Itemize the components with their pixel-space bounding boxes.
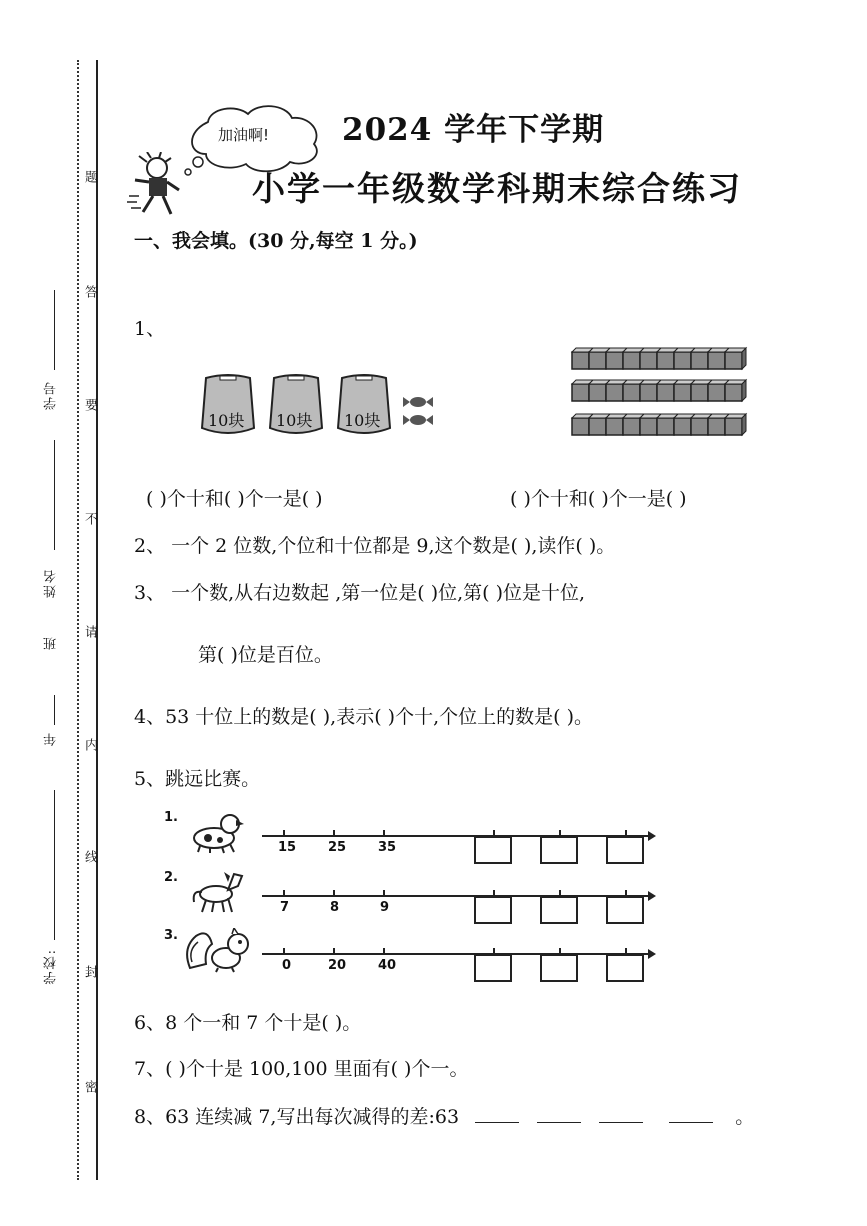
dog-icon <box>184 810 248 854</box>
unit-cube <box>640 384 657 401</box>
school-field[interactable] <box>40 790 60 1000</box>
number-line <box>260 944 656 964</box>
row-label: 3. <box>164 928 178 943</box>
margin-student-info <box>40 290 70 1010</box>
seal-char: 答 <box>82 285 97 300</box>
answer-blank[interactable] <box>599 1121 643 1123</box>
margin-dotted-line <box>77 60 79 1180</box>
class-label: 班 <box>44 635 59 650</box>
question-6[interactable]: 6、8 个一和 7 个十是( )。 <box>134 1012 362 1034</box>
question-7[interactable]: 7、( )个十是 100,100 里面有( )个一。 <box>134 1058 469 1080</box>
unit-cube <box>572 384 589 401</box>
unit-cube <box>657 352 674 369</box>
unit-cube <box>640 352 657 369</box>
unit-cube <box>572 352 589 369</box>
seal-char: 线 <box>82 850 97 865</box>
question-1-number: 1、 <box>134 318 166 340</box>
candy-bags-group <box>200 372 440 442</box>
answer-box[interactable] <box>540 836 578 864</box>
answer-blank[interactable] <box>537 1121 581 1123</box>
seal-char: 内 <box>82 738 97 753</box>
unit-cube <box>657 384 674 401</box>
squirrel-icon <box>182 928 254 974</box>
row-label: 2. <box>164 870 178 885</box>
answer-blank[interactable] <box>669 1121 713 1123</box>
seal-char: 不 <box>82 512 97 527</box>
question-2[interactable]: 2、 一个 2 位数,个位和十位都是 9,这个数是( ),读作( )。 <box>134 535 616 557</box>
student-id-label: 学号 <box>44 380 59 410</box>
unit-cube <box>640 418 657 435</box>
seal-char: 密 <box>82 1080 97 1095</box>
unit-cube <box>623 384 640 401</box>
candy-bag-icon <box>336 372 392 438</box>
ten-rods-icon <box>570 346 752 440</box>
answer-box[interactable] <box>474 896 512 924</box>
jump-row <box>160 806 660 856</box>
cartoon-kid-icon <box>125 152 185 218</box>
name-field[interactable] <box>40 440 60 600</box>
unit-cube <box>606 384 623 401</box>
bag-label: 10块 <box>276 411 313 430</box>
horse-icon <box>188 866 248 914</box>
section-heading: 一、我会填。(30 分,每空 1 分。) <box>134 230 418 252</box>
title-line-2: 小学一年级数学科期末综合练习 <box>252 169 742 208</box>
unit-cube <box>708 352 725 369</box>
unit-cube <box>725 418 742 435</box>
unit-cube <box>691 352 708 369</box>
tick-label: 9 <box>380 900 390 915</box>
ten-rods-group <box>570 346 752 440</box>
question-8[interactable] <box>134 1102 754 1129</box>
loose-candies-icon <box>400 394 436 428</box>
answer-box[interactable] <box>606 954 644 982</box>
unit-cube <box>674 384 691 401</box>
unit-cube <box>623 418 640 435</box>
answer-box[interactable] <box>606 896 644 924</box>
answer-blank[interactable] <box>475 1121 519 1123</box>
bag-label: 10块 <box>344 411 381 430</box>
jump-row <box>160 866 660 916</box>
question-1-left-blank[interactable]: ( )个十和( )个一是( ) <box>146 488 323 510</box>
student-id-field[interactable] <box>40 290 60 430</box>
unit-cube <box>691 384 708 401</box>
school-label: 学校: <box>44 948 59 985</box>
question-8-text: 8、63 连续减 7,写出每次减得的差:63 <box>134 1106 460 1128</box>
name-label: 姓名 <box>44 568 59 598</box>
grade-field[interactable] <box>40 695 60 795</box>
unit-cube <box>589 352 606 369</box>
answer-box[interactable] <box>474 836 512 864</box>
unit-cube <box>674 352 691 369</box>
question-1-right-blank[interactable]: ( )个十和( )个一是( ) <box>510 488 687 510</box>
unit-cube <box>708 418 725 435</box>
seal-char: 封 <box>82 965 97 980</box>
rod-side <box>742 414 746 435</box>
unit-cube <box>708 384 725 401</box>
margin-seal-text <box>80 170 96 1130</box>
title-line-1: 2024 学年下学期 <box>342 112 605 148</box>
number-line <box>260 826 656 846</box>
seal-char: 要 <box>82 398 97 413</box>
question-8-end: 。 <box>735 1106 755 1128</box>
unit-cube <box>623 352 640 369</box>
jump-row <box>160 926 660 982</box>
seal-char: 题 <box>82 170 97 185</box>
unit-cube <box>606 418 623 435</box>
candy-bag-icon <box>268 372 324 438</box>
rod-side <box>742 380 746 401</box>
tick-label: 40 <box>378 958 397 973</box>
tick-label: 35 <box>378 840 397 855</box>
tick-label: 8 <box>330 900 340 915</box>
candy-bag-icon <box>200 372 256 438</box>
bag-label: 10块 <box>208 411 245 430</box>
unit-cube <box>572 418 589 435</box>
unit-cube <box>725 352 742 369</box>
question-3-line-2[interactable]: 第( )位是百位。 <box>198 644 333 666</box>
question-3-line-1[interactable]: 3、 一个数,从右边数起 ,第一位是( )位,第( )位是十位, <box>134 582 586 604</box>
unit-cube <box>725 384 742 401</box>
row-label: 1. <box>164 810 178 825</box>
long-jump-rows <box>160 806 660 986</box>
unit-cube <box>691 418 708 435</box>
margin-solid-line <box>96 60 98 1180</box>
answer-box[interactable] <box>474 954 512 982</box>
answer-box[interactable] <box>540 954 578 982</box>
unit-cube <box>589 418 606 435</box>
unit-cube <box>589 384 606 401</box>
answer-box[interactable] <box>606 836 644 864</box>
rod-side <box>742 348 746 369</box>
grade-label: 年 <box>44 731 59 746</box>
question-5: 5、跳远比赛。 <box>134 768 261 790</box>
answer-box[interactable] <box>540 896 578 924</box>
tick-label: 0 <box>282 958 292 973</box>
bubble-text: 加油啊! <box>218 126 270 144</box>
tick-label: 20 <box>328 958 347 973</box>
unit-cube <box>657 418 674 435</box>
tick-label: 25 <box>328 840 347 855</box>
question-4[interactable]: 4、53 十位上的数是( ),表示( )个十,个位上的数是( )。 <box>134 706 593 728</box>
seal-char: 请 <box>82 625 97 640</box>
tick-label: 15 <box>278 840 297 855</box>
unit-cube <box>606 352 623 369</box>
number-line <box>260 886 656 906</box>
unit-cube <box>674 418 691 435</box>
tick-label: 7 <box>280 900 290 915</box>
